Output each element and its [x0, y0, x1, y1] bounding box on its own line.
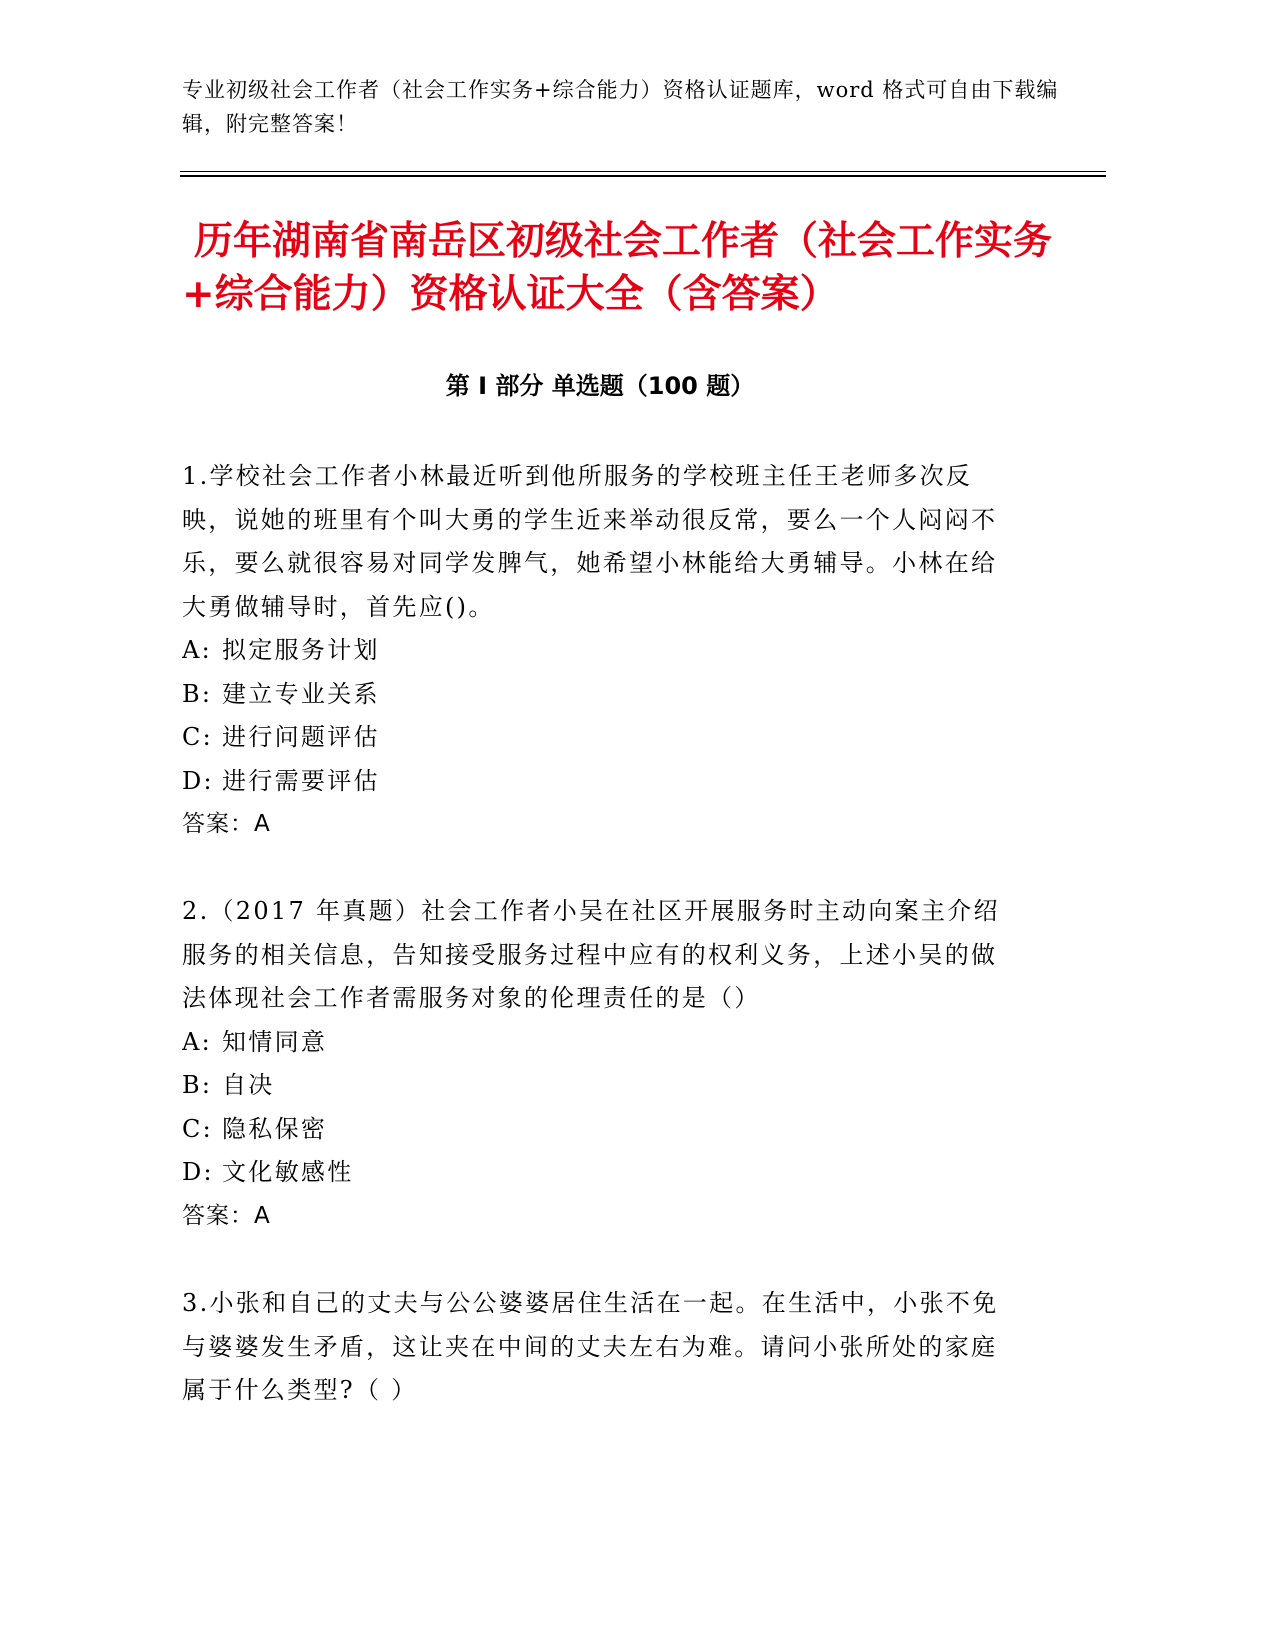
header-note: 专业初级社会工作者（社会工作实务+综合能力）资格认证题库，word 格式可自由下载编辑，附完整答案！	[182, 78, 1059, 136]
option-a	[182, 629, 1022, 673]
option-letter: A:	[182, 1027, 213, 1056]
document-title: 历年湖南省南岳区初级社会工作者（社会工作实务+综合能力）资格认证大全（含答案）	[182, 219, 1053, 317]
question-2	[182, 890, 1022, 1238]
option-text: 拟定服务计划	[222, 636, 380, 664]
option-text: 知情同意	[222, 1027, 328, 1056]
option-d	[182, 1151, 1022, 1195]
option-c	[182, 716, 1022, 760]
option-text: 文化敏感性	[222, 1158, 354, 1186]
option-c	[182, 1108, 1022, 1152]
option-b	[182, 673, 1022, 717]
option-letter: D:	[182, 1158, 214, 1186]
option-letter: C:	[182, 1114, 214, 1143]
option-a	[182, 1021, 1022, 1065]
option-text: 进行问题评估	[222, 723, 380, 751]
option-b	[182, 1064, 1022, 1108]
header-rule-bottom	[180, 175, 1106, 177]
question-1	[182, 455, 1022, 847]
option-letter: D:	[182, 766, 214, 795]
option-letter: C:	[182, 723, 214, 751]
answer-label: 答案：A	[182, 811, 271, 837]
question-3	[182, 1282, 1022, 1413]
answer-label: 答案：A	[182, 1202, 271, 1229]
option-letter: B:	[182, 679, 213, 708]
question-stem: 3.小张和自己的丈夫与公公婆婆居住生活在一起。在生活中，小张不免与婆婆发生矛盾，这让夹在中间的丈夫左右为难。请问小张所处的家庭属于什么类型?（ ）	[182, 1289, 999, 1404]
option-text: 自决	[222, 1071, 275, 1099]
option-letter: B:	[182, 1071, 213, 1099]
option-text: 进行需要评估	[222, 766, 380, 795]
header-rule-top	[180, 171, 1106, 172]
option-text: 建立专业关系	[222, 679, 380, 708]
option-d	[182, 760, 1022, 804]
option-text: 隐私保密	[222, 1114, 328, 1143]
question-stem: 2.（2017 年真题）社会工作者小吴在社区开展服务时主动向案主介绍服务的相关信息，告知接受服务过程中应有的权利义务，上述小吴的做法体现社会工作者需服务对象的伦理责任的是（）	[182, 897, 1000, 1012]
section-title: 第 I 部分 单选题（100 题）	[445, 372, 755, 400]
option-letter: A:	[182, 636, 213, 664]
question-stem: 1.学校社会工作者小林最近听到他所服务的学校班主任王老师多次反映，说她的班里有个叫大勇的学生近来举动很反常，要么一个人闷闷不乐，要么就很容易对同学发脾气，她希望小林能给大勇辅导。小林在给大勇做辅导时，首先应()。	[182, 462, 998, 621]
